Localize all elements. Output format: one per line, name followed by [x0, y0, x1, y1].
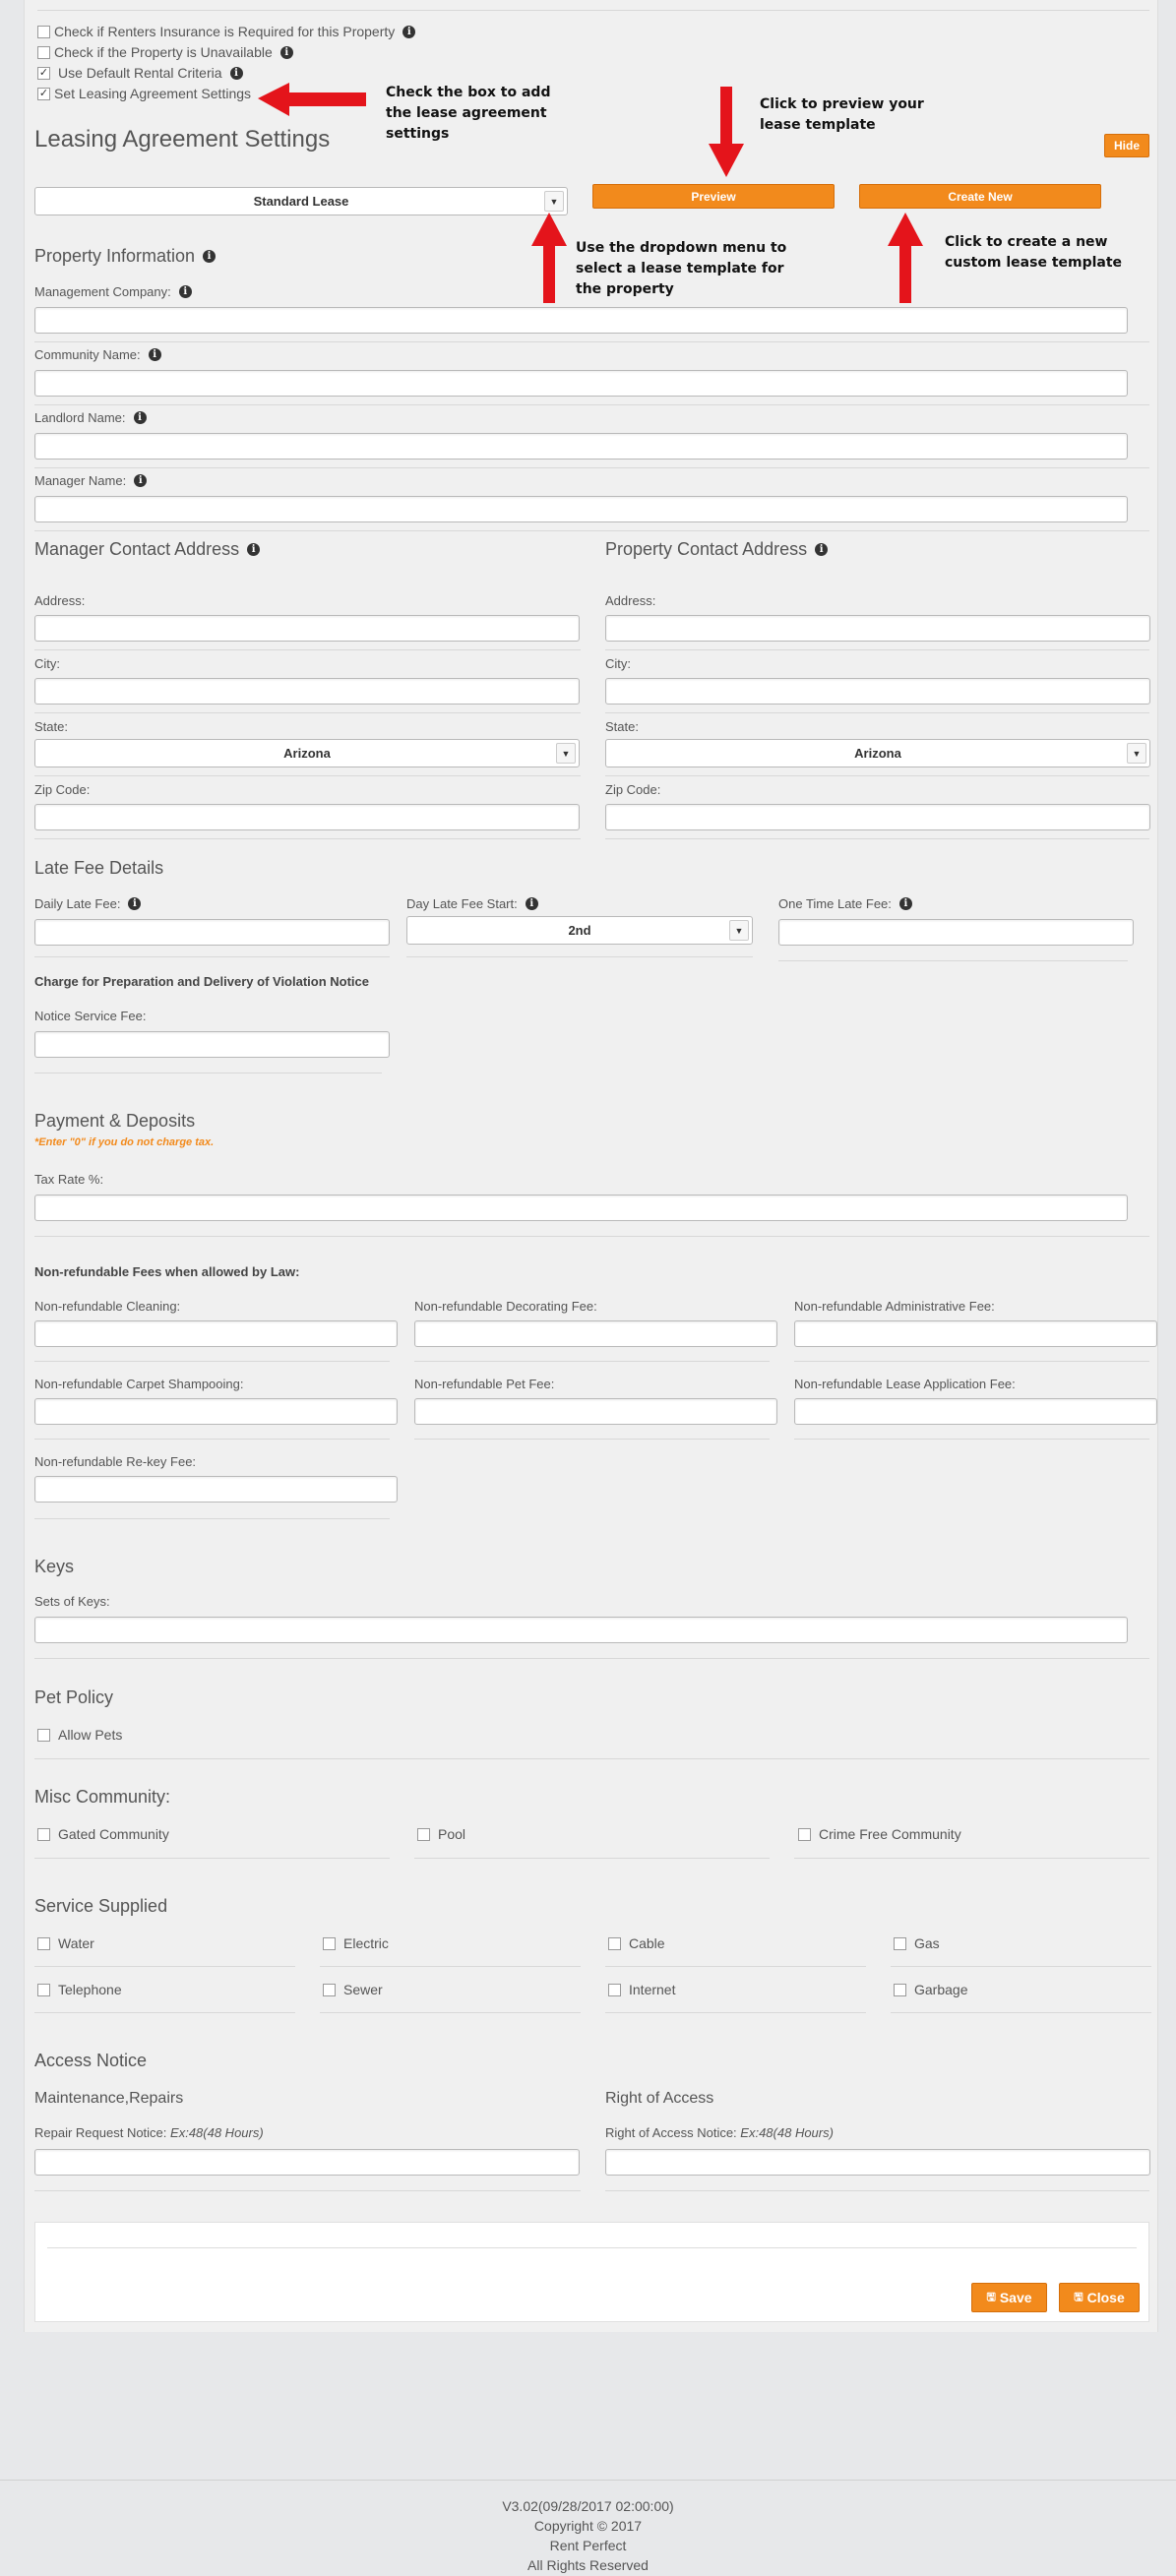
divider — [320, 1966, 581, 1967]
divider — [34, 1966, 295, 1967]
property-info-title: Property Information i — [34, 246, 216, 267]
info-icon[interactable]: i — [149, 348, 161, 361]
leasing-settings-label: Set Leasing Agreement Settings — [54, 86, 252, 101]
manager-city-input[interactable] — [34, 678, 580, 705]
crime-free-label: Crime Free Community — [819, 1826, 961, 1842]
pet-fee-label: Non-refundable Pet Fee: — [414, 1377, 555, 1391]
divider — [414, 1858, 770, 1859]
divider — [34, 712, 581, 713]
divider — [406, 956, 753, 957]
cleaning-fee-label: Non-refundable Cleaning: — [34, 1299, 181, 1314]
carpet-fee-label: Non-refundable Carpet Shampooing: — [34, 1377, 244, 1391]
pet-fee-input[interactable] — [414, 1398, 777, 1425]
crime-free-option[interactable] — [798, 1826, 961, 1842]
footer-version: V3.02(09/28/2017 02:00:00) — [502, 2498, 674, 2514]
annotation-dropdown: Use the dropdown menu to select a lease template for the property — [576, 240, 787, 297]
divider — [34, 1658, 1149, 1659]
telephone-label: Telephone — [58, 1982, 122, 1997]
divider — [605, 712, 1149, 713]
late-fee-start-label: Day Late Fee Start: i — [406, 896, 538, 911]
sewer-option[interactable] — [323, 1982, 383, 1997]
chevron-down-icon[interactable]: ▼ — [1127, 743, 1146, 764]
divider — [414, 1361, 770, 1362]
internet-label: Internet — [629, 1982, 676, 1997]
payment-title: Payment & Deposits — [34, 1111, 196, 1131]
renters-insurance-label: Check if Renters Insurance is Required for this Property — [54, 24, 396, 39]
divider — [34, 1758, 1149, 1759]
leasing-settings-checkbox-row[interactable] — [37, 86, 251, 101]
gas-label: Gas — [914, 1935, 940, 1951]
decorating-fee-label: Non-refundable Decorating Fee: — [414, 1299, 597, 1314]
manager-state-value: Arizona — [283, 746, 331, 761]
create-new-button[interactable]: Create New — [859, 184, 1101, 209]
property-address-label: Address: — [605, 593, 656, 608]
preview-button[interactable]: Preview — [592, 184, 835, 209]
divider — [34, 404, 1149, 405]
property-state-value: Arizona — [854, 746, 901, 761]
access-title: Access Notice — [34, 2051, 148, 2070]
annotation-create: Click to create a new custom lease template — [945, 234, 1123, 271]
water-checkbox[interactable] — [37, 1937, 50, 1950]
close-icon: 🖫 — [1074, 2291, 1083, 2303]
info-icon[interactable]: i — [179, 285, 192, 298]
misc-title: Misc Community: — [34, 1787, 171, 1807]
maintenance-title: Maintenance,Repairs — [34, 2090, 184, 2107]
divider — [34, 1858, 390, 1859]
info-icon[interactable]: i — [134, 411, 147, 424]
sewer-label: Sewer — [343, 1982, 383, 1997]
divider — [34, 956, 390, 957]
landlord-name-label: Landlord Name: i — [34, 410, 147, 425]
info-icon[interactable]: i — [526, 897, 538, 910]
manager-address-label: Address: — [34, 593, 86, 608]
administrative-fee-label: Non-refundable Administrative Fee: — [794, 1299, 995, 1314]
manager-zip-input[interactable] — [34, 804, 580, 830]
garbage-checkbox[interactable] — [894, 1984, 906, 1996]
divider — [605, 2190, 1149, 2191]
divider — [47, 2247, 1137, 2248]
repair-notice-input[interactable] — [34, 2149, 580, 2176]
manager-name-label: Manager Name: i — [34, 473, 147, 488]
rekey-fee-label: Non-refundable Re-key Fee: — [34, 1454, 197, 1469]
up-arrow-icon — [529, 213, 569, 303]
cable-option[interactable] — [608, 1935, 665, 1951]
late-fee-start-select[interactable] — [406, 916, 753, 945]
allow-pets-label: Allow Pets — [58, 1727, 123, 1743]
property-contact-title: Property Contact Address i — [605, 539, 828, 560]
pet-policy-title: Pet Policy — [34, 1687, 114, 1707]
footer-rights: All Rights Reserved — [527, 2557, 649, 2573]
chevron-down-icon[interactable]: ▼ — [556, 743, 576, 764]
info-icon[interactable]: i — [280, 46, 293, 59]
default-rental-criteria-checkbox[interactable]: ✓ — [38, 66, 49, 79]
access-notice-label: Right of Access Notice: Ex:48(48 Hours) — [605, 2125, 834, 2140]
one-time-late-fee-label: One Time Late Fee: i — [778, 896, 912, 911]
late-fee-start-value: 2nd — [568, 923, 591, 938]
tax-rate-label: Tax Rate %: — [34, 1172, 104, 1187]
divider — [794, 1858, 1149, 1859]
manager-state-select[interactable] — [34, 739, 580, 767]
footer-copyright: Copyright © 2017 — [533, 2518, 643, 2534]
annotation-check-box: Check the box to add the lease agreement settings — [386, 85, 551, 142]
water-label: Water — [58, 1935, 94, 1951]
carpet-fee-input[interactable] — [34, 1398, 398, 1425]
gated-option[interactable] — [37, 1826, 169, 1842]
repair-notice-hint: Ex:48(48 Hours) — [170, 2125, 264, 2140]
late-fee-title: Late Fee Details — [34, 858, 164, 878]
notice-service-fee-label: Notice Service Fee: — [34, 1009, 147, 1023]
property-unavailable-checkbox[interactable] — [37, 46, 50, 59]
divider — [605, 775, 1149, 776]
info-icon[interactable]: i — [230, 67, 243, 80]
gated-label: Gated Community — [58, 1826, 169, 1842]
save-button[interactable]: 🖫 Save — [971, 2283, 1047, 2312]
cable-checkbox[interactable] — [608, 1937, 621, 1950]
allow-pets-option[interactable] — [37, 1727, 122, 1743]
pool-checkbox[interactable] — [417, 1828, 430, 1841]
divider — [891, 1966, 1151, 1967]
violation-title: Charge for Preparation and Delivery of Violation Notice — [34, 974, 369, 989]
info-icon[interactable]: i — [247, 543, 260, 556]
divider — [34, 649, 581, 650]
divider — [605, 1966, 866, 1967]
renters-insurance-checkbox[interactable] — [37, 26, 50, 38]
garbage-option[interactable] — [894, 1982, 967, 1997]
footer-divider — [0, 2480, 1176, 2481]
settings-panel — [24, 0, 1158, 2332]
electric-label: Electric — [343, 1935, 389, 1951]
allow-pets-checkbox[interactable] — [37, 1729, 50, 1742]
divider — [34, 1236, 1149, 1237]
sewer-checkbox[interactable] — [323, 1984, 336, 1996]
divider — [605, 838, 1149, 839]
community-name-input[interactable] — [34, 370, 1128, 397]
keys-title: Keys — [34, 1557, 75, 1576]
access-notice-input[interactable] — [605, 2149, 1150, 2176]
application-fee-label: Non-refundable Lease Application Fee: — [794, 1377, 1016, 1391]
default-rental-criteria-label: Use Default Rental Criteria — [58, 65, 222, 81]
management-company-input[interactable] — [34, 307, 1128, 334]
divider — [34, 530, 1149, 531]
divider — [34, 775, 581, 776]
info-icon[interactable]: i — [128, 897, 141, 910]
divider — [414, 1439, 770, 1440]
info-icon[interactable]: i — [402, 26, 415, 38]
rekey-fee-input[interactable] — [34, 1476, 398, 1503]
pool-option[interactable] — [417, 1826, 465, 1842]
divider — [34, 1439, 390, 1440]
landlord-name-input[interactable] — [34, 433, 1128, 460]
info-icon[interactable]: i — [203, 250, 216, 263]
property-city-label: City: — [605, 656, 631, 671]
leasing-settings-checkbox[interactable]: ✓ — [38, 87, 49, 99]
cleaning-fee-input[interactable] — [34, 1320, 398, 1347]
divider — [34, 341, 1149, 342]
manager-address-input[interactable] — [34, 615, 580, 642]
telephone-option[interactable] — [37, 1982, 122, 1997]
lease-template-select[interactable] — [34, 187, 568, 215]
divider — [320, 2012, 581, 2013]
property-city-input[interactable] — [605, 678, 1150, 705]
cable-label: Cable — [629, 1935, 665, 1951]
crime-free-checkbox[interactable] — [798, 1828, 811, 1841]
divider — [794, 1439, 1149, 1440]
daily-late-fee-label: Daily Late Fee: i — [34, 896, 141, 911]
decorating-fee-input[interactable] — [414, 1320, 777, 1347]
property-state-label: State: — [605, 719, 639, 734]
divider — [34, 1518, 390, 1519]
property-address-input[interactable] — [605, 615, 1150, 642]
divider — [891, 2012, 1151, 2013]
application-fee-input[interactable] — [794, 1398, 1157, 1425]
sets-of-keys-label: Sets of Keys: — [34, 1594, 110, 1609]
garbage-label: Garbage — [914, 1982, 968, 1997]
default-rental-criteria-checkbox-row[interactable] — [37, 65, 243, 81]
community-name-label: Community Name: i — [34, 347, 161, 362]
telephone-checkbox[interactable] — [37, 1984, 50, 1996]
manager-zip-label: Zip Code: — [34, 782, 91, 797]
annotation-preview: Click to preview your lease template — [760, 96, 924, 133]
gas-option[interactable] — [894, 1935, 940, 1951]
divider — [34, 467, 1149, 468]
internet-checkbox[interactable] — [608, 1984, 621, 1996]
gas-checkbox[interactable] — [894, 1937, 906, 1950]
administrative-fee-input[interactable] — [794, 1320, 1157, 1347]
internet-option[interactable] — [608, 1982, 675, 1997]
access-notice-hint: Ex:48(48 Hours) — [740, 2125, 834, 2140]
manager-city-label: City: — [34, 656, 60, 671]
divider — [605, 649, 1149, 650]
management-company-label: Management Company: i — [34, 284, 192, 299]
manager-contact-title: Manager Contact Address i — [34, 539, 260, 560]
property-unavailable-checkbox-row[interactable] — [37, 44, 293, 60]
hide-button[interactable]: Hide — [1104, 134, 1149, 157]
divider — [34, 1361, 390, 1362]
divider — [605, 2012, 866, 2013]
save-icon: 🖫 — [986, 2291, 996, 2303]
electric-option[interactable] — [323, 1935, 389, 1951]
manager-name-input[interactable] — [34, 496, 1128, 522]
divider — [34, 838, 581, 839]
service-title: Service Supplied — [34, 1896, 168, 1916]
down-arrow-icon — [707, 87, 746, 177]
sets-of-keys-input[interactable] — [34, 1617, 1128, 1643]
property-zip-label: Zip Code: — [605, 782, 661, 797]
property-state-select[interactable] — [605, 739, 1150, 767]
footer-company: Rent Perfect — [549, 2538, 627, 2553]
fees-title: Non-refundable Fees when allowed by Law: — [34, 1264, 300, 1279]
notice-service-fee-input[interactable] — [34, 1031, 390, 1058]
property-unavailable-label: Check if the Property is Unavailable — [54, 44, 273, 60]
pool-label: Pool — [438, 1826, 466, 1842]
gated-checkbox[interactable] — [37, 1828, 50, 1841]
right-of-access-title: Right of Access — [605, 2090, 714, 2107]
one-time-late-fee-input[interactable] — [778, 919, 1134, 946]
divider — [37, 10, 1149, 11]
close-button[interactable]: 🖫 Close — [1059, 2283, 1140, 2312]
leasing-title: Leasing Agreement Settings — [34, 126, 331, 153]
info-icon[interactable]: i — [815, 543, 828, 556]
divider — [34, 2012, 295, 2013]
daily-late-fee-input[interactable] — [34, 919, 390, 946]
info-icon[interactable]: i — [899, 897, 912, 910]
info-icon[interactable]: i — [134, 474, 147, 487]
chevron-down-icon[interactable]: ▼ — [729, 920, 749, 941]
manager-state-label: State: — [34, 719, 68, 734]
electric-checkbox[interactable] — [323, 1937, 336, 1950]
repair-notice-label: Repair Request Notice: Ex:48(48 Hours) — [34, 2125, 264, 2140]
renters-insurance-checkbox-row[interactable] — [37, 24, 415, 39]
divider — [778, 960, 1128, 961]
tax-note: *Enter "0" if you do not charge tax. — [34, 1136, 215, 1148]
property-zip-input[interactable] — [605, 804, 1150, 830]
left-arrow-icon — [258, 81, 366, 120]
tax-rate-input[interactable] — [34, 1195, 1128, 1221]
up-arrow-icon — [886, 213, 925, 303]
divider — [794, 1361, 1149, 1362]
lease-template-value: Standard Lease — [253, 194, 349, 209]
water-option[interactable] — [37, 1935, 94, 1951]
chevron-down-icon[interactable]: ▼ — [544, 191, 564, 212]
divider — [34, 2190, 581, 2191]
